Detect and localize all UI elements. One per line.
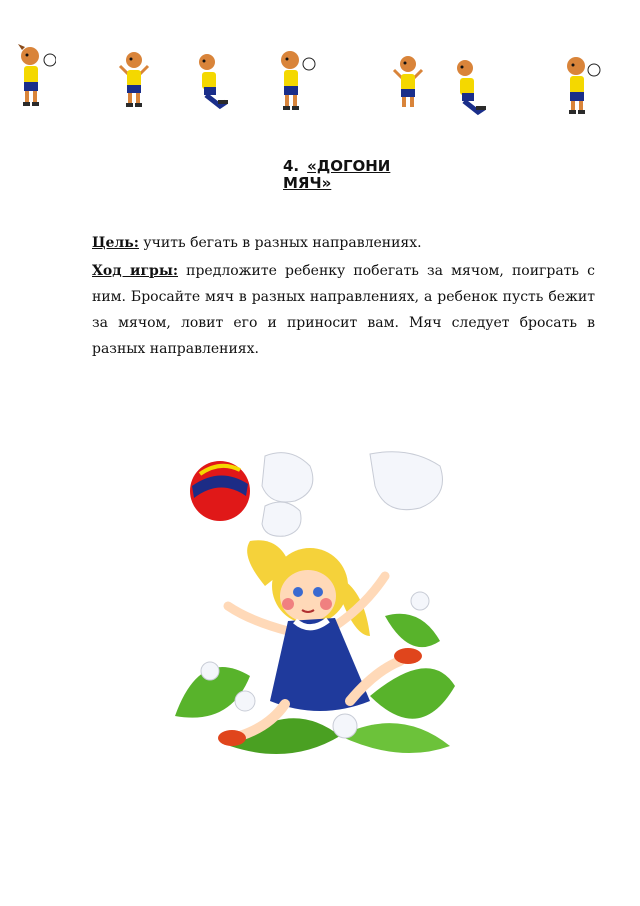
dog-sliding-icon (192, 48, 232, 114)
section-heading (283, 158, 403, 192)
dog-with-ball-icon (16, 42, 56, 108)
dog-cheering-icon (388, 52, 428, 118)
goal-text: учить бегать в разных направлениях. (138, 235, 422, 251)
procedure-text: предложите ребенку побегать за мячом, поиграть с ним. Бросайте мяч в разных направлениях, а ребенок пусть бежит за мячом, ловит его и приносит вам. Мяч следует бросать в разных направлениях. (92, 263, 595, 357)
goal-label: Цель: (92, 235, 139, 251)
mascot-strip (0, 38, 640, 116)
dog-with-ball-icon (562, 52, 602, 118)
heading-number: 4. (283, 157, 300, 175)
heading-title: «ДОГОНИ МЯЧ» (283, 157, 391, 192)
dog-with-ball-icon (276, 48, 316, 114)
dog-sliding-icon (450, 54, 490, 120)
girl-chasing-ball-illustration (170, 446, 460, 766)
document-body (92, 230, 595, 364)
dog-cheering-icon (114, 48, 154, 114)
goal-paragraph (92, 230, 595, 256)
procedure-paragraph (92, 258, 595, 362)
procedure-label: Ход игры: (92, 263, 179, 279)
